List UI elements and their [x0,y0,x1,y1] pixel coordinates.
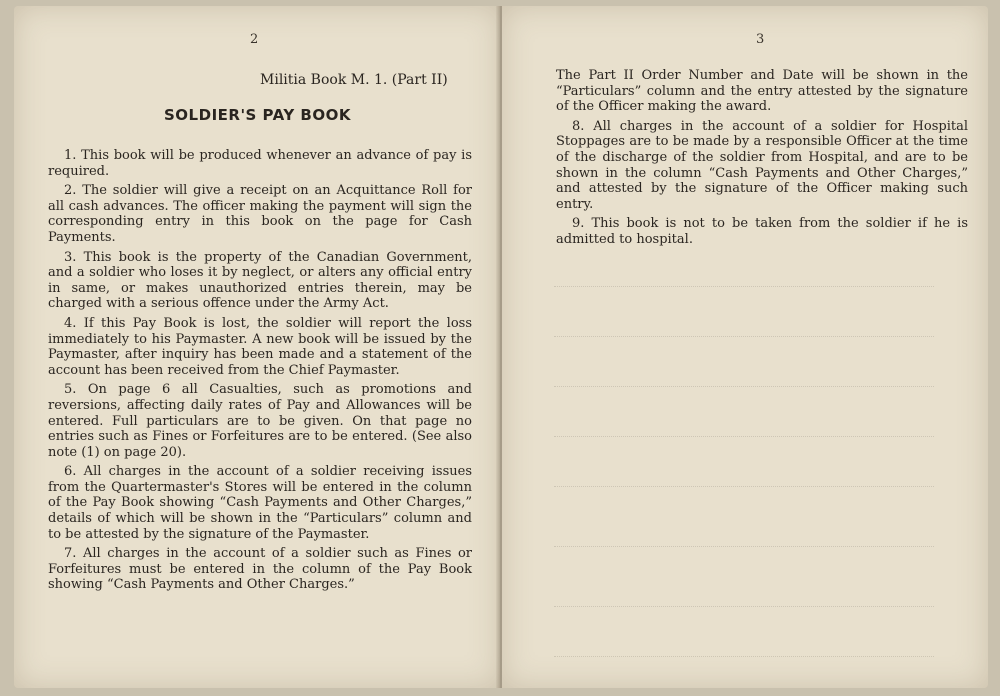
instruction-paragraph-8: 8. All charges in the account of a soldier for Hospital Stoppages are to be made by a responsible Officer at the time of the discharge of the soldier from Hospital, and are to be shown in the column “Cash Payments and Other Charges,” and attested by the signature of the Officer making such entry. [556,118,968,212]
page-title: SOLDIER'S PAY BOOK [164,106,351,124]
right-page [502,6,988,688]
instruction-paragraph-2: 2. The soldier will give a receipt on an Acquittance Roll for all cash advances. The officer making the payment will sign the corresponding entry in this book on the page for Cash Payments. [48,183,472,245]
instruction-paragraph-9: 9. This book is not to be taken from the soldier if he is admitted to hospital. [556,216,968,247]
form-reference: Militia Book M. 1. (Part II) [260,72,448,88]
instruction-paragraph-6: 6. All charges in the account of a soldier receiving issues from the Quartermaster's Stores will be entered in the column of the Pay Book showing “Cash Payments and Other Charges,” details of which will be shown in the “Particulars” column and to be attested by the signature of the Paymaster. [48,464,472,542]
instruction-paragraph-4: 4. If this Pay Book is lost, the soldier will report the loss immediately to his Paymaster. A new book will be issued by the Paymaster, after inquiry has been made and a statement of the account has been received from the Chief Paymaster. [48,315,472,378]
instruction-paragraph-5: 5. On page 6 all Casualties, such as promotions and reversions, affecting daily rates of Pay and Allowances will be entered. Full particulars are to be given. On that page no entries such as Fines or Forfeitures are to be entered. (See also note (1) on page 20). [48,382,472,460]
left-page [14,6,500,688]
instructions-right [556,68,968,252]
page-number-left: 2 [250,32,259,47]
page-number-right: 3 [756,32,765,47]
instruction-paragraph-1: 1. This book will be produced whenever an advance of pay is required. [48,148,472,179]
instruction-paragraph-7: 7. All charges in the account of a soldier such as Fines or Forfeitures must be entered in the column of the Pay Book showing “Cash Payments and Other Charges.” [48,546,472,593]
instruction-paragraph-3: 3. This book is the property of the Canadian Government, and a soldier who loses it by neglect, or alters any official entry in same, or makes unauthorized entries therein, may be charged with a serious offence under the Army Act. [48,249,472,312]
instruction-continuation: The Part II Order Number and Date will be shown in the “Particulars” column and the entry attested by the signature of the Officer making the award. [556,68,968,115]
instructions-left [48,148,472,597]
